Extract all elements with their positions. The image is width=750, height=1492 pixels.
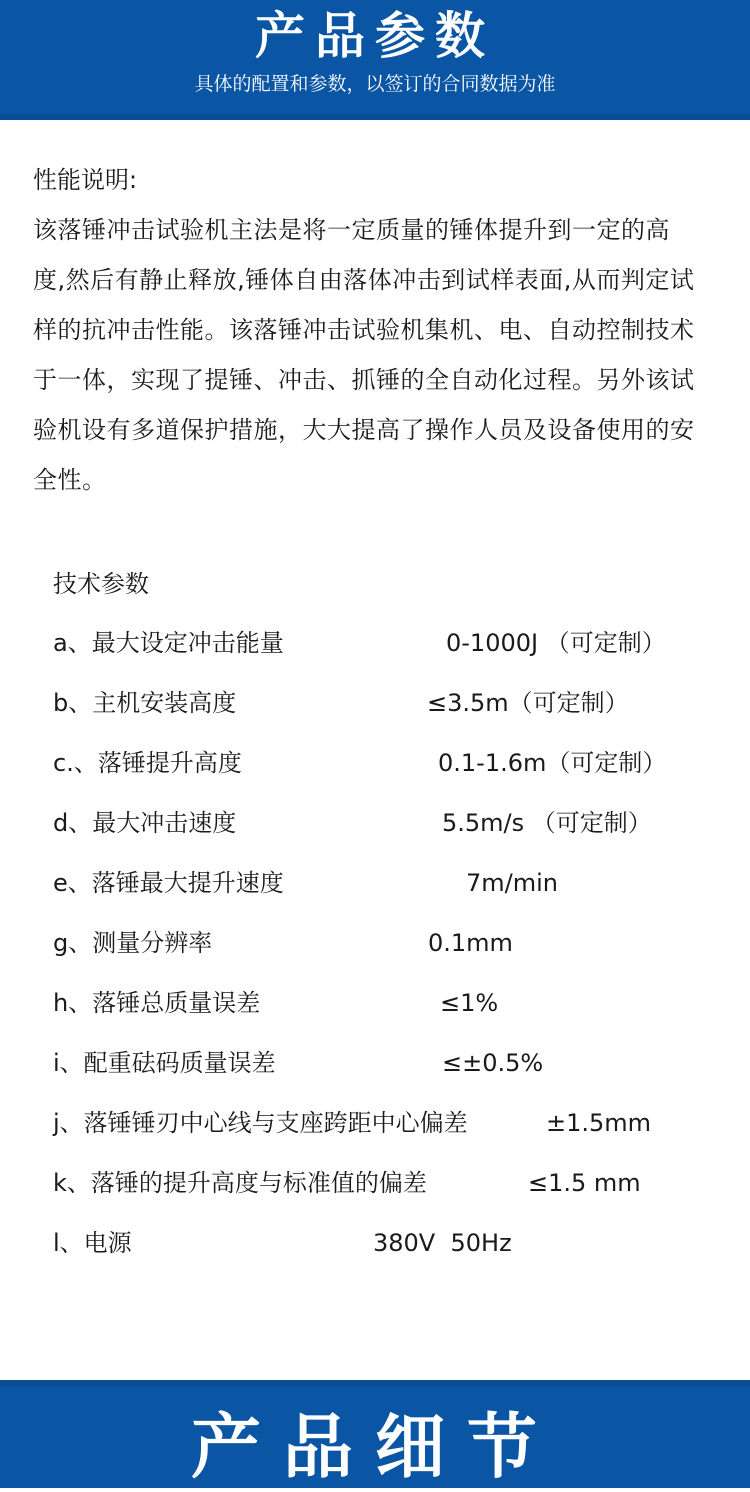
spec-value: 0.1mm (428, 929, 513, 957)
spec-row (0, 923, 750, 963)
spec-value: ≤3.5m（可定制） (427, 689, 629, 717)
spec-value: ±1.5mm (546, 1109, 652, 1137)
spec-label: b、主机安装高度 (53, 689, 237, 717)
spec-label: h、落锤总质量误差 (53, 989, 261, 1017)
spec-row (0, 803, 750, 843)
spec-label: c.、落锤提升高度 (53, 749, 242, 777)
page-title: 产品参数 (255, 7, 495, 65)
header-banner (0, 0, 750, 120)
description-label: 性能说明: (33, 166, 138, 194)
spec-value: ≤±0.5% (442, 1049, 544, 1077)
spec-label: e、落锤最大提升速度 (53, 869, 284, 897)
spec-value: 380V 50Hz (373, 1229, 512, 1257)
spec-label: l、电源 (53, 1229, 132, 1257)
spec-row (0, 623, 750, 663)
spec-label: j、落锤锤刃中心线与支座跨距中心偏差 (53, 1109, 468, 1137)
spec-value: 5.5m/s （可定制） (442, 809, 652, 837)
spec-row (0, 1223, 750, 1263)
specs-title: 技术参数 (53, 570, 149, 598)
spec-row (0, 683, 750, 723)
spec-value: 0-1000J （可定制） (446, 629, 666, 657)
footer-banner (0, 1380, 750, 1488)
spec-value: 7m/min (466, 869, 558, 897)
spec-row (0, 983, 750, 1023)
spec-row (0, 743, 750, 783)
spec-value: 0.1-1.6m（可定制） (438, 749, 667, 777)
spec-row (0, 1043, 750, 1083)
description-text: 该落锤冲击试验机主法是将一定质量的锤体提升到一定的高度,然后有静止释放,锤体自由落体冲击到试样表面,从而判定试样的抗冲击性能。该落锤冲击试验机集机、电、自动控制技术于一体，实现了提锤、冲击、抓锤的全自动化过程。另外该试验机设有多道保护措施，大大提高了操作人员及设备使用的安全性。 (33, 216, 695, 494)
page-subtitle: 具体的配置和参数，以签订的合同数据为准 (194, 73, 556, 95)
spec-label: i、配重砝码质量误差 (53, 1049, 276, 1077)
footer-stripe (0, 1380, 750, 1386)
spec-label: a、最大设定冲击能量 (53, 629, 284, 657)
section-title: 产品细节 (191, 1406, 559, 1488)
spec-value: ≤1.5 mm (528, 1169, 641, 1197)
spec-row (0, 863, 750, 903)
spec-row (0, 1103, 750, 1143)
spec-value: ≤1% (440, 989, 499, 1017)
spec-label: g、测量分辨率 (53, 929, 213, 957)
spec-row (0, 1163, 750, 1203)
spec-label: d、最大冲击速度 (53, 809, 237, 837)
spec-label: k、落锤的提升高度与标准值的偏差 (53, 1169, 427, 1197)
header-stripe (0, 114, 750, 120)
